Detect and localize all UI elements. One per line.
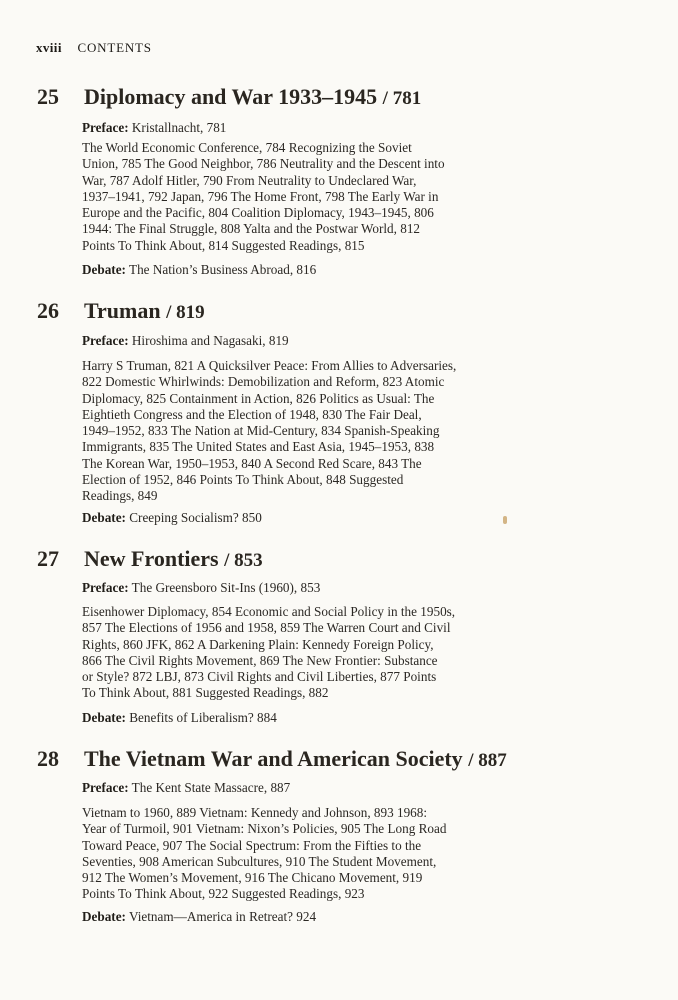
preface-text: The Kent State Massacre, 887 xyxy=(131,780,291,795)
preface-text: The Greensboro Sit-Ins (1960), 853 xyxy=(131,580,321,595)
topic-line: Toward Peace, 907 The Social Spectrum: From the Fifties to the xyxy=(82,837,422,853)
topic-line: Points To Think About, 922 Suggested Readings, 923 xyxy=(82,886,365,902)
preface-label: Preface: xyxy=(82,120,129,135)
topic-line: 1949–1952, 833 The Nation at Mid-Century, 834 Spanish-Speaking xyxy=(82,423,440,439)
chapter-heading xyxy=(37,298,205,324)
topic-line: Election of 1952, 846 Points To Think About, 848 Suggested xyxy=(82,472,404,488)
topic-line: Seventies, 908 American Subcultures, 910 The Student Movement, xyxy=(82,853,437,869)
topic-line: The World Economic Conference, 784 Recognizing the Soviet xyxy=(82,140,412,155)
chapter-title: The Vietnam War and American Society xyxy=(84,746,463,771)
debate-label: Debate: xyxy=(82,710,126,725)
chapter-title: New Frontiers xyxy=(84,546,219,571)
chapter-number: 27 xyxy=(37,546,59,571)
topic-line: 1944: The Final Struggle, 808 Yalta and the Postwar World, 812 xyxy=(82,221,421,237)
topic-line: To Think About, 881 Suggested Readings, 882 xyxy=(82,685,329,701)
debate-label: Debate: xyxy=(82,909,126,924)
chapter-heading xyxy=(37,746,507,772)
topic-line: Union, 785 The Good Neighbor, 786 Neutrality and the Descent into xyxy=(82,156,445,172)
topic-line: 822 Domestic Whirlwinds: Demobilization and Reform, 823 Atomic xyxy=(82,374,445,390)
chapter-title: Diplomacy and War 1933–1945 xyxy=(84,84,378,109)
preface-label: Preface: xyxy=(82,580,129,595)
debate-text: Vietnam—America in Retreat? 924 xyxy=(129,909,317,924)
chapter-topics xyxy=(82,805,542,903)
chapter-preface xyxy=(82,120,542,136)
ink-spot xyxy=(503,516,507,524)
chapter-preface xyxy=(82,580,542,596)
topic-line: or Style? 872 LBJ, 873 Civil Rights and Civil Liberties, 877 Points xyxy=(82,669,437,685)
page-folio: xviii xyxy=(36,40,62,55)
section-title: CONTENTS xyxy=(77,40,152,55)
preface-label: Preface: xyxy=(82,333,129,348)
chapter-topics xyxy=(82,358,542,505)
topic-line: 1937–1941, 792 Japan, 796 The Home Front, 798 The Early War in xyxy=(82,188,439,204)
topic-line: 866 The Civil Rights Movement, 869 The New Frontier: Substance xyxy=(82,652,438,668)
topic-line: Vietnam to 1960, 889 Vietnam: Kennedy and Johnson, 893 1968: xyxy=(82,805,428,820)
chapter-heading xyxy=(37,546,263,572)
chapter-heading xyxy=(37,84,421,110)
debate-label: Debate: xyxy=(82,262,126,277)
topic-line: War, 787 Adolf Hitler, 790 From Neutrality to Undeclared War, xyxy=(82,172,417,188)
chapter-page-ref: / 781 xyxy=(382,88,422,109)
chapter-debate xyxy=(82,262,542,278)
topic-line: Diplomacy, 825 Containment in Action, 826 Politics as Usual: The xyxy=(82,390,435,406)
chapter-topics xyxy=(82,604,542,702)
topic-line: Points To Think About, 814 Suggested Readings, 815 xyxy=(82,237,365,253)
debate-text: Benefits of Liberalism? 884 xyxy=(129,710,277,725)
topic-line: Harry S Truman, 821 A Quicksilver Peace: From Allies to Adversaries, xyxy=(82,358,457,373)
chapter-page-ref: / 887 xyxy=(468,750,507,771)
chapter-debate xyxy=(82,510,542,526)
topic-line: 912 The Women’s Movement, 916 The Chicano Movement, 919 xyxy=(82,870,423,886)
chapter-page-ref: / 853 xyxy=(224,550,263,571)
preface-text: Kristallnacht, 781 xyxy=(131,120,227,135)
debate-text: Creeping Socialism? 850 xyxy=(129,510,262,525)
chapter-preface xyxy=(82,780,542,796)
debate-label: Debate: xyxy=(82,510,126,525)
topic-line: Europe and the Pacific, 804 Coalition Diplomacy, 1943–1945, 806 xyxy=(82,205,434,221)
chapter-number: 28 xyxy=(37,746,59,771)
topic-line: The Korean War, 1950–1953, 840 A Second Red Scare, 843 The xyxy=(82,455,422,471)
chapter-page-ref: / 819 xyxy=(166,302,205,323)
topic-line: Immigrants, 835 The United States and East Asia, 1945–1953, 838 xyxy=(82,439,435,455)
preface-text: Hiroshima and Nagasaki, 819 xyxy=(131,333,289,348)
chapter-number: 26 xyxy=(37,298,59,323)
chapter-number: 25 xyxy=(37,84,59,109)
preface-label: Preface: xyxy=(82,780,129,795)
chapter-debate xyxy=(82,909,542,925)
running-head xyxy=(36,40,152,56)
topic-line: Rights, 860 JFK, 862 A Darkening Plain: Kennedy Foreign Policy, xyxy=(82,636,434,652)
topic-line: 857 The Elections of 1956 and 1958, 859 The Warren Court and Civil xyxy=(82,620,451,636)
chapter-title: Truman xyxy=(84,298,161,323)
debate-text: The Nation’s Business Abroad, 816 xyxy=(129,262,317,277)
topic-line: Readings, 849 xyxy=(82,488,158,504)
topic-line: Year of Turmoil, 901 Vietnam: Nixon’s Policies, 905 The Long Road xyxy=(82,821,447,837)
topic-line: Eisenhower Diplomacy, 854 Economic and Social Policy in the 1950s, xyxy=(82,604,456,619)
topic-line: Eightieth Congress and the Election of 1948, 830 The Fair Deal, xyxy=(82,406,422,422)
chapter-preface xyxy=(82,333,542,349)
chapter-topics xyxy=(82,140,542,254)
chapter-debate xyxy=(82,710,542,726)
